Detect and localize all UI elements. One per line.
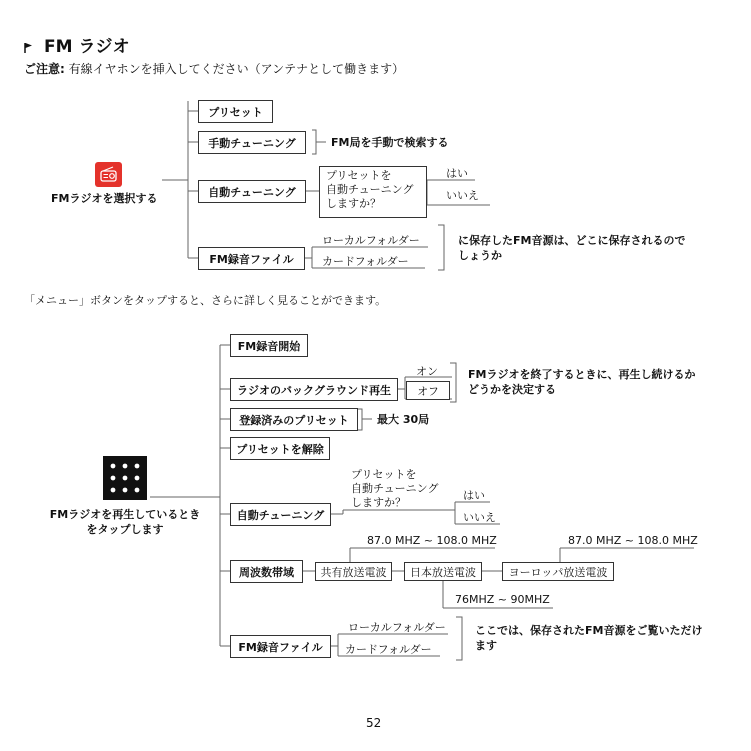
fm-record-file-item[interactable]: FM録音ファイル [198,247,305,270]
background-on-option[interactable]: オン [416,365,438,378]
background-off-option[interactable]: オフ [406,381,450,400]
auto-tuning-question-2: プリセットを 自動チューニング しますか？ [351,468,439,509]
auto-tuning-item[interactable]: 自動チューニング [198,180,306,203]
fm-record-file-item-2[interactable]: FM録音ファイル [230,635,331,658]
record-location-desc: に保存したFM音源は、どこに保存されるので しょうか [458,234,686,262]
notice-prefix: ご注意: [24,62,65,76]
auto-no-option-2[interactable]: いいえ [463,511,496,524]
auto-no-option[interactable]: いいえ [446,189,479,202]
card-folder-option[interactable]: カードフォルダー [322,255,409,268]
preset-item[interactable]: プリセット [198,100,273,123]
band-common-option[interactable]: 共有放送電波 [315,562,392,581]
menu-button-note: 「メニュー」ボタンをタップすると、さらに詳しく見ることができます。 [24,294,387,307]
manual-tuning-desc: FM局を手動で検索する [331,136,449,149]
manual-tuning-item[interactable]: 手動チューニング [198,131,306,154]
menu-grid-icon [103,456,147,500]
background-desc: FMラジオを終了するときに、再生し続けるか どうかを決定する [468,368,696,396]
auto-yes-option[interactable]: はい [446,167,468,180]
title-flag-icon [24,38,33,49]
radio-icon [95,162,122,187]
section2-root-label: FMラジオを再生しているとき をタップします [49,508,201,536]
range-europe: 87.0 MHZ ~ 108.0 MHZ [568,534,698,547]
range-japan: 76MHZ ~ 90MHZ [455,593,550,606]
card-folder-option-2[interactable]: カードフォルダー [345,643,432,656]
max-stations-label: 最大 30局 [377,413,430,426]
range-common: 87.0 MHZ ~ 108.0 MHZ [367,534,497,547]
local-folder-option-2[interactable]: ローカルフォルダー [348,621,446,634]
auto-tuning-item-2[interactable]: 自動チューニング [230,503,331,526]
band-europe-option[interactable]: ヨーロッパ放送電波 [502,562,614,581]
auto-tuning-question: プリセットを 自動チューニング しますか？ [319,166,427,218]
frequency-band-item[interactable]: 周波数帯域 [230,560,303,583]
page-number: 52 [366,716,382,730]
auto-yes-option-2[interactable]: はい [463,489,485,502]
page-title: FM ラジオ [44,37,130,57]
band-japan-option[interactable]: 日本放送電波 [404,562,482,581]
fm-record-start-item[interactable]: FM録音開始 [230,334,308,357]
section1-root-label: FMラジオを選択する [51,192,158,205]
record-view-desc: ここでは、保存されたFM音源をご覧いただけ ます [475,624,703,652]
headphone-notice [24,60,404,77]
saved-presets-item[interactable]: 登録済みのプリセット [230,408,358,431]
notice-text: 有線イヤホンを挿入してください（アンテナとして働きます） [68,62,405,76]
local-folder-option[interactable]: ローカルフォルダー [322,234,420,247]
background-play-item[interactable]: ラジオのバックグラウンド再生 [230,378,398,401]
clear-preset-item[interactable]: プリセットを解除 [230,437,330,460]
